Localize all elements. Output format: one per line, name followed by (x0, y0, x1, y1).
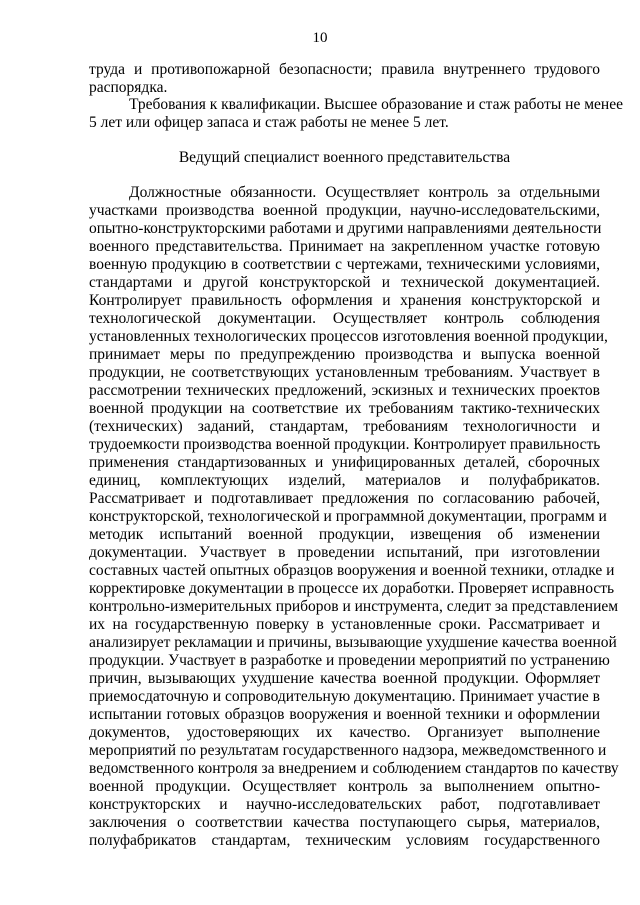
text-line: трудоемкости производства военной продукции. Контролирует правильность (89, 436, 601, 453)
text-line: продукции. Участвует в разработке и проведении мероприятий по устранению (89, 652, 610, 669)
text-line: военной продукции на соответствие их требованиям тактико-технических (89, 400, 600, 417)
text-line: распорядка. (89, 79, 168, 96)
text-line: мероприятий по результатам государственного надзора, межведомственного и (89, 742, 607, 759)
text-line: Рассматривает и подготавливает предложения по согласованию рабочей, (89, 490, 600, 507)
text-line: их на государственную поверку в установленные сроки. Рассматривает и (89, 616, 600, 633)
text-line: военного представительства. Принимает на закрепленном участке готовую (89, 238, 600, 255)
text-line: испытании готовых образцов вооружения и военной техники и оформлении (89, 706, 600, 723)
text-line: Должностные обязанности. Осуществляет контроль за отдельными (129, 184, 600, 201)
text-line: рассмотрении технических предложений, эскизных и технических проектов (89, 382, 600, 399)
text-line: конструкторских и научно-исследовательских работ, подготавливает (89, 796, 600, 813)
text-line: 5 лет или офицер запаса и стаж работы не менее 5 лет. (89, 114, 449, 131)
text-line: Контролирует правильность оформления и хранения конструкторской и (89, 292, 600, 309)
text-line: военную продукцию в соответствии с чертежами, техническими условиями, (89, 256, 600, 273)
page-number: 10 (312, 30, 328, 46)
text-line: анализирует рекламации и причины, вызывающие ухудшение качества военной (89, 634, 617, 651)
text-line: единиц, комплектующих изделий, материалов и полуфабрикатов. (89, 472, 600, 489)
text-line: Требования к квалификации. Высшее образование и стаж работы не менее (129, 96, 623, 113)
text-line: опытно-конструкторскими работами и другими направлениями деятельности (89, 220, 602, 237)
text-line: контрольно-измерительных приборов и инструмента, следит за представлением (89, 598, 619, 615)
section-heading: Ведущий специалист военного представительства (178, 149, 511, 166)
text-line: военной продукции. Осуществляет контроль за выполнением опытно- (89, 778, 600, 795)
text-line: технологической документации. Осуществляет контроль соблюдения (89, 310, 600, 327)
text-line: документации. Участвует в проведении испытаний, при изготовлении (89, 544, 600, 561)
text-line: принимает меры по предупреждению производства и выпуска военной (89, 346, 600, 363)
text-line: заключения о соответствии качества поступающего сырья, материалов, (89, 814, 600, 831)
text-line: методик испытаний военной продукции, извещения об изменении (89, 526, 600, 543)
text-line: участками производства военной продукции, научно-исследовательскими, (89, 202, 600, 219)
text-line: конструкторской, технологической и программной документации, программ и (89, 508, 607, 525)
text-line: установленных технологических процессов изготовления военной продукции, (89, 328, 608, 345)
text-line: приемосдаточную и сопроводительную документацию. Принимает участие в (89, 688, 600, 705)
text-line: стандартами и другой конструкторской и технической документацией. (89, 274, 600, 291)
text-line: составных частей опытных образцов вооружения и военной техники, отладке и (89, 562, 615, 579)
text-line: применения стандартизованных и унифицированных деталей, сборочных (89, 454, 600, 471)
text-line: ведомственного контроля за внедрением и соблюдением стандартов по качеству (89, 760, 619, 777)
text-line: документов, удостоверяющих их качество. Организует выполнение (89, 724, 600, 741)
text-line: полуфабрикатов стандартам, техническим условиям государственного (89, 832, 600, 849)
text-line: труда и противопожарной безопасности; правила внутреннего трудового (89, 61, 600, 78)
text-line: причин, вызывающих ухудшение качества военной продукции. Оформляет (89, 670, 600, 687)
text-line: продукции, не соответствующих установленным требованиям. Участвует в (89, 364, 600, 381)
text-line: корректировке документации в процессе их доработки. Проверяет исправность (89, 580, 615, 597)
text-line: (технических) заданий, стандартам, требованиям технологичности и (89, 418, 600, 435)
